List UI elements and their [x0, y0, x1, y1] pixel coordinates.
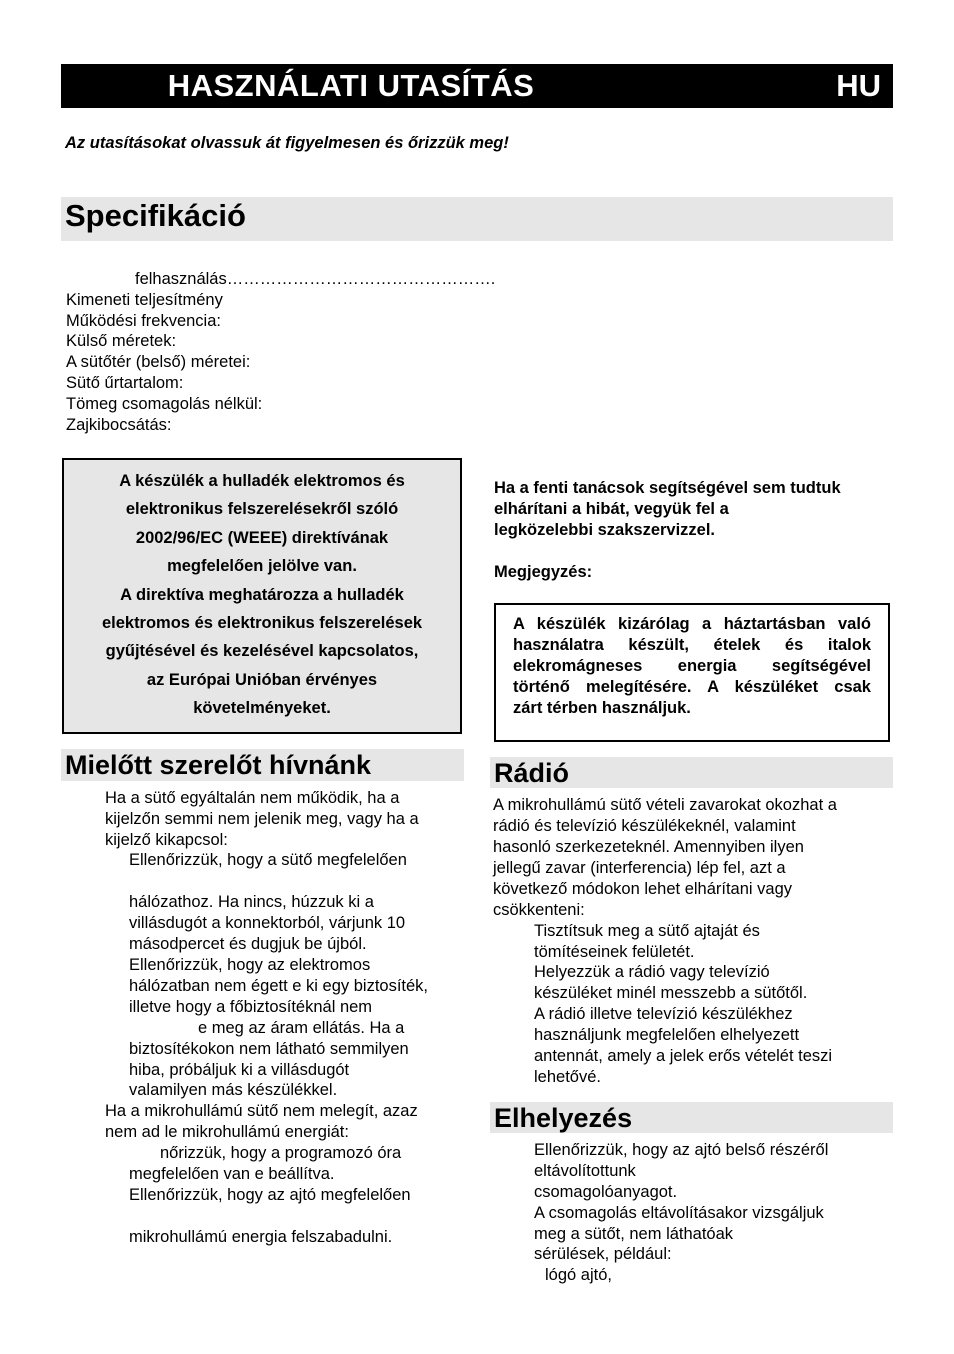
radio-line: készüléket minél messzebb a sütőtől.	[534, 984, 808, 1002]
service-info	[494, 478, 894, 583]
radio-line: jellegű zavar (interferencia) lép fel, azt a	[493, 859, 786, 877]
troubleshooting-line: Ha a sütő egyáltalán nem működik, ha a	[105, 789, 400, 807]
radio-line: A rádió illetve televízió készülékhez	[534, 1005, 793, 1023]
troubleshooting-heading-band	[61, 749, 464, 781]
placement-heading: Elhelyezés	[494, 1103, 633, 1133]
weee-notice-box	[62, 458, 462, 734]
header-bar	[61, 64, 893, 108]
spec-line: Külső méretek:	[66, 332, 177, 351]
weee-line: az Európai Unióban érvényes	[146, 670, 378, 689]
troubleshooting-line: hálózatban nem égett e ki egy biztosíték,	[129, 977, 429, 995]
troubleshooting-line: megfelelően van e beállítva.	[129, 1165, 335, 1183]
troubleshooting-line: biztosítékokon nem látható semmilyen	[129, 1040, 409, 1058]
troubleshooting-line: hiba, próbáljuk ki a villásdugót	[129, 1061, 350, 1079]
troubleshooting-line: nőrizzük, hogy a programozó óra	[160, 1144, 402, 1162]
note-label: Megjegyzés:	[494, 563, 593, 581]
radio-line: lehetővé.	[534, 1068, 601, 1086]
troubleshooting-line: hálózathoz. Ha nincs, húzzuk ki a	[129, 893, 374, 911]
spec-line: Működési frekvencia:	[66, 311, 221, 330]
household-use-note-box	[494, 603, 890, 742]
spec-line: Sütő űrtartalom:	[66, 373, 184, 392]
spec-line: Tömeg csomagolás nélkül:	[66, 394, 263, 413]
spec-list	[66, 269, 495, 435]
placement-line: A csomagolás eltávolításakor vizsgáljuk	[534, 1204, 824, 1222]
troubleshooting-line: kijelzőn semmi nem jelenik meg, vagy ha a	[105, 810, 419, 828]
radio-line: használjunk megfelelően elhelyezett	[534, 1026, 800, 1044]
spec-line: Zajkibocsátás:	[66, 415, 172, 434]
troubleshooting-line: Ha a mikrohullámú sütő nem melegít, azaz	[105, 1102, 418, 1120]
radio-line: antennát, amely a jelek erős vételét teszi	[534, 1047, 833, 1065]
troubleshooting-line: e meg az áram ellátás. Ha a	[198, 1019, 405, 1037]
troubleshooting-line: Ellenőrizzük, hogy az ajtó megfelelően	[129, 1186, 411, 1204]
placement-line: meg a sütőt, nem láthatóak	[534, 1225, 734, 1243]
radio-line: következő módokon lehet elhárítani vagy	[493, 880, 793, 898]
troubleshooting-line: kijelző kikapcsol:	[105, 831, 228, 849]
troubleshooting-line: valamilyen más készülékkel.	[129, 1081, 338, 1099]
note-line: történő melegítésére. A készüléket csak	[513, 678, 871, 696]
service-line: legközelebbi szakszervizzel.	[494, 521, 716, 539]
spec-heading: Specifikáció	[65, 198, 246, 233]
placement-line: csomagolóanyagot.	[534, 1183, 678, 1201]
weee-line: követelményeket.	[193, 699, 331, 718]
intro-note: Az utasításokat olvassuk át figyelmesen és őrizzük meg!	[65, 134, 509, 152]
troubleshooting-line: Ellenőrizzük, hogy az elektromos	[129, 956, 371, 974]
note-line: zárt térben használjuk.	[513, 699, 691, 717]
radio-line: Helyezzük a rádió vagy televízió	[534, 963, 770, 981]
placement-line: eltávolítottunk	[534, 1162, 636, 1180]
radio-line: rádió és televízió készülékeknél, valamint	[493, 817, 796, 835]
radio-line: csökkenteni:	[493, 901, 585, 919]
spec-line: A sütőtér (belső) méretei:	[66, 353, 251, 372]
service-line: elhárítani a hibát, vegyük fel a	[494, 500, 729, 518]
placement-line: sérülések, például:	[534, 1245, 672, 1263]
note-line: elekromágneses energia segítségével	[513, 657, 871, 675]
troubleshooting-heading: Mielőtt szerelőt hívnánk	[65, 750, 372, 780]
weee-line: gyűjtésével és kezelésével kapcsolatos,	[105, 642, 419, 661]
weee-line: A direktíva meghatározza a hulladék	[120, 585, 404, 604]
radio-line: Tisztítsuk meg a sütő ajtaját és	[534, 922, 760, 940]
weee-line: 2002/96/EC (WEEE) direktívának	[135, 528, 389, 547]
weee-line: megfelelően jelölve van.	[167, 557, 357, 576]
radio-line: hasonló szerkezeteknél. Amennyiben ilyen	[493, 838, 804, 856]
troubleshooting-line: mikrohullámú energia felszabadulni.	[129, 1228, 393, 1246]
spec-heading-band	[61, 197, 893, 241]
placement-line: Ellenőrizzük, hogy az ajtó belső részéről	[534, 1141, 829, 1159]
page-title: HASZNÁLATI UTASÍTÁS	[167, 68, 535, 103]
radio-line: tömítéseinek felületét.	[534, 943, 695, 961]
radio-heading-band	[490, 757, 893, 788]
troubleshooting-line: illetve hogy a főbiztosítéknál nem	[129, 998, 373, 1016]
weee-line: A készülék a hulladék elektromos és	[119, 472, 405, 490]
radio-heading: Rádió	[494, 758, 570, 788]
troubleshooting-line: másodpercet és dugjuk be újból.	[129, 935, 367, 953]
weee-line: elektromos és elektronikus felszerelések	[101, 614, 423, 633]
placement-line: lógó ajtó,	[545, 1266, 612, 1284]
language-code: HU	[836, 68, 881, 103]
spec-line: felhasználás………………………………………….	[135, 270, 496, 288]
weee-line: elektronikus felszerelésekről szóló	[125, 500, 399, 519]
troubleshooting-line: villásdugót a konnektorból, várjunk 10	[129, 914, 406, 932]
note-line: használatra készült, ételek és italok	[513, 636, 871, 654]
troubleshooting-line: Ellenőrizzük, hogy a sütő megfelelően	[129, 851, 407, 869]
radio-line: A mikrohullámú sütő vételi zavarokat okozhat a	[493, 796, 837, 814]
spec-line: Kimeneti teljesítmény	[66, 290, 223, 309]
note-line: A készülék kizárólag a háztartásban való	[513, 615, 871, 633]
placement-heading-band	[490, 1102, 893, 1133]
service-line: Ha a fenti tanácsok segítségével sem tudtuk	[494, 479, 841, 497]
troubleshooting-line: nem ad le mikrohullámú energiát:	[105, 1123, 349, 1141]
